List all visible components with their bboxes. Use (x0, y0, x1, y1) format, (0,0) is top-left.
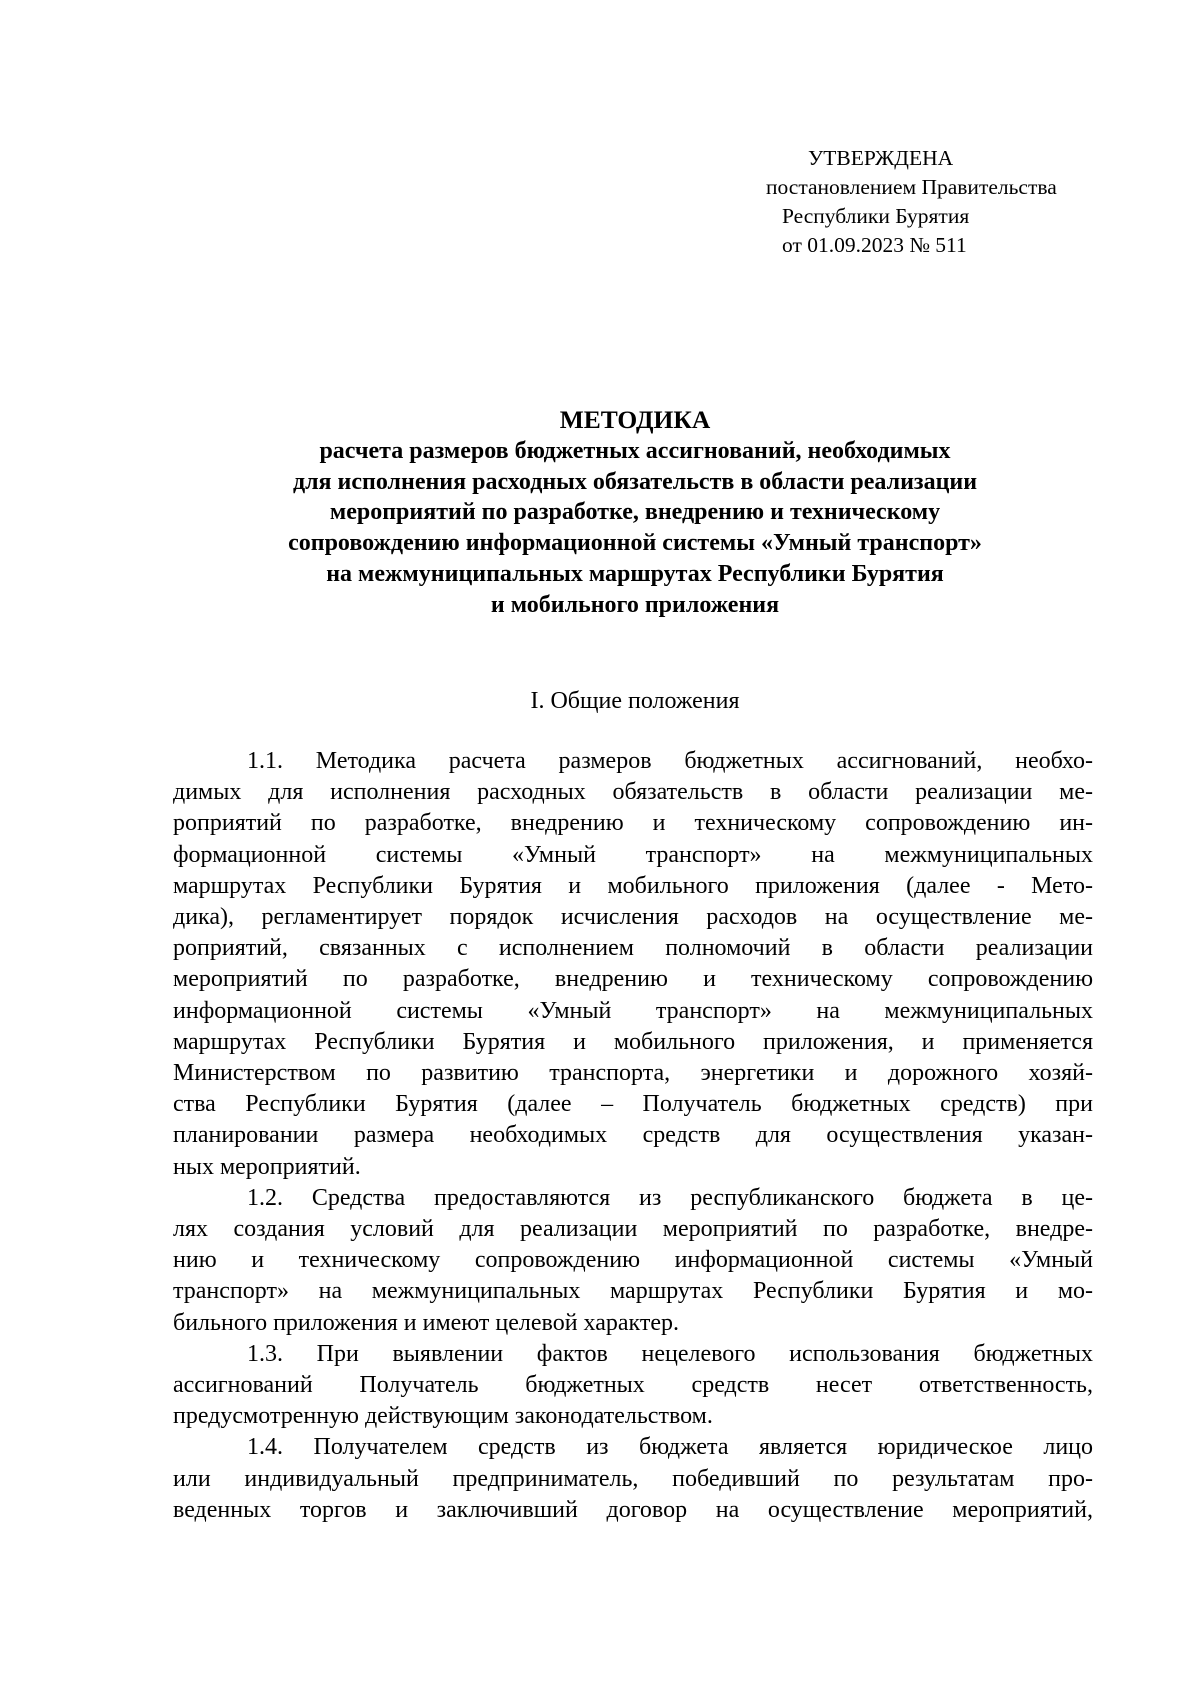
text-line: информационной системы «Умный транспорт» на межмуниципальных (173, 997, 1093, 1024)
paragraph-1-4 (173, 1432, 1093, 1526)
section-heading: I. Общие положения (530, 688, 740, 714)
text-line: нию и техническому сопровождению информационной системы «Умный (173, 1247, 1093, 1274)
text-line: маршрутах Республики Бурятия и мобильного приложения, и применяется (173, 1028, 1093, 1055)
text-line: 1.2. Средства предоставляются из республиканского бюджета в це- (247, 1184, 1093, 1211)
text-line: роприятий по разработке, внедрению и техническому сопровождению ин- (173, 810, 1093, 837)
text-line: веденных торгов и заключивший договор на осуществление мероприятий, (173, 1496, 1093, 1523)
text-line: предусмотренную действующим законодательством. (173, 1403, 713, 1430)
document-body (173, 746, 1093, 1526)
document-title (160, 405, 1110, 621)
text-line: дика), регламентирует порядок исчисления расходов на осуществление ме- (173, 904, 1093, 931)
document-title-line: для исполнения расходных обязательств в области реализации (292, 468, 978, 495)
paragraph-1-2 (173, 1183, 1093, 1339)
text-line: Министерством по развитию транспорта, энергетики и дорожного хозяй- (173, 1060, 1093, 1087)
text-line: ства Республики Бурятия (далее – Получатель бюджетных средств) при (173, 1091, 1093, 1118)
text-line: бильного приложения и имеют целевой характер. (173, 1309, 680, 1336)
text-line: димых для исполнения расходных обязательств в области реализации ме- (173, 779, 1093, 806)
text-line: 1.4. Получателем средств из бюджета является юридическое лицо (247, 1434, 1093, 1461)
text-line: маршрутах Республики Бурятия и мобильного приложения (далее - Мето- (173, 872, 1093, 899)
text-line: роприятий, связанных с исполнением полномочий в области реализации (173, 935, 1093, 962)
approval-authority: постановлением Правительства (766, 175, 1057, 199)
text-line: 1.1. Методика расчета размеров бюджетных ассигнований, необхо- (247, 748, 1093, 774)
document-title-line: мероприятий по разработке, внедрению и техническому (329, 499, 941, 526)
text-line: ассигнований Получатель бюджетных средств несет ответственность, (173, 1372, 1093, 1399)
paragraph-1-3 (173, 1339, 1093, 1433)
text-line: транспорт» на межмуниципальных маршрутах Республики Бурятия и мо- (173, 1278, 1093, 1305)
approval-date-number: от 01.09.2023 № 511 (782, 233, 967, 257)
text-line: формационной системы «Умный транспорт» на межмуниципальных (173, 841, 1093, 868)
text-line: 1.3. При выявлении фактов нецелевого использования бюджетных (247, 1340, 1093, 1367)
text-line: лях создания условий для реализации мероприятий по разработке, внедре- (173, 1216, 1093, 1243)
approval-stamp (730, 144, 1120, 260)
paragraph-1-1 (173, 746, 1093, 1183)
text-line: или индивидуальный предприниматель, победивший по результатам про- (173, 1465, 1093, 1492)
document-title-line: и мобильного приложения (490, 591, 780, 618)
document-title-main: МЕТОДИКА (559, 405, 711, 434)
document-title-line: на межмуниципальных маршрутах Республики Бурятия (326, 560, 944, 587)
text-line: мероприятий по разработке, внедрению и техническому сопровождению (173, 966, 1093, 993)
text-line: ных мероприятий. (173, 1153, 361, 1180)
document-title-line: расчета размеров бюджетных ассигнований, необходимых (319, 437, 951, 464)
approval-region: Республики Бурятия (782, 204, 970, 228)
document-title-line: сопровождению информационной системы «Умный транспорт» (288, 530, 982, 557)
approval-title: УТВЕРЖДЕНА (808, 146, 954, 170)
text-line: планировании размера необходимых средств для осуществления указан- (173, 1122, 1093, 1149)
